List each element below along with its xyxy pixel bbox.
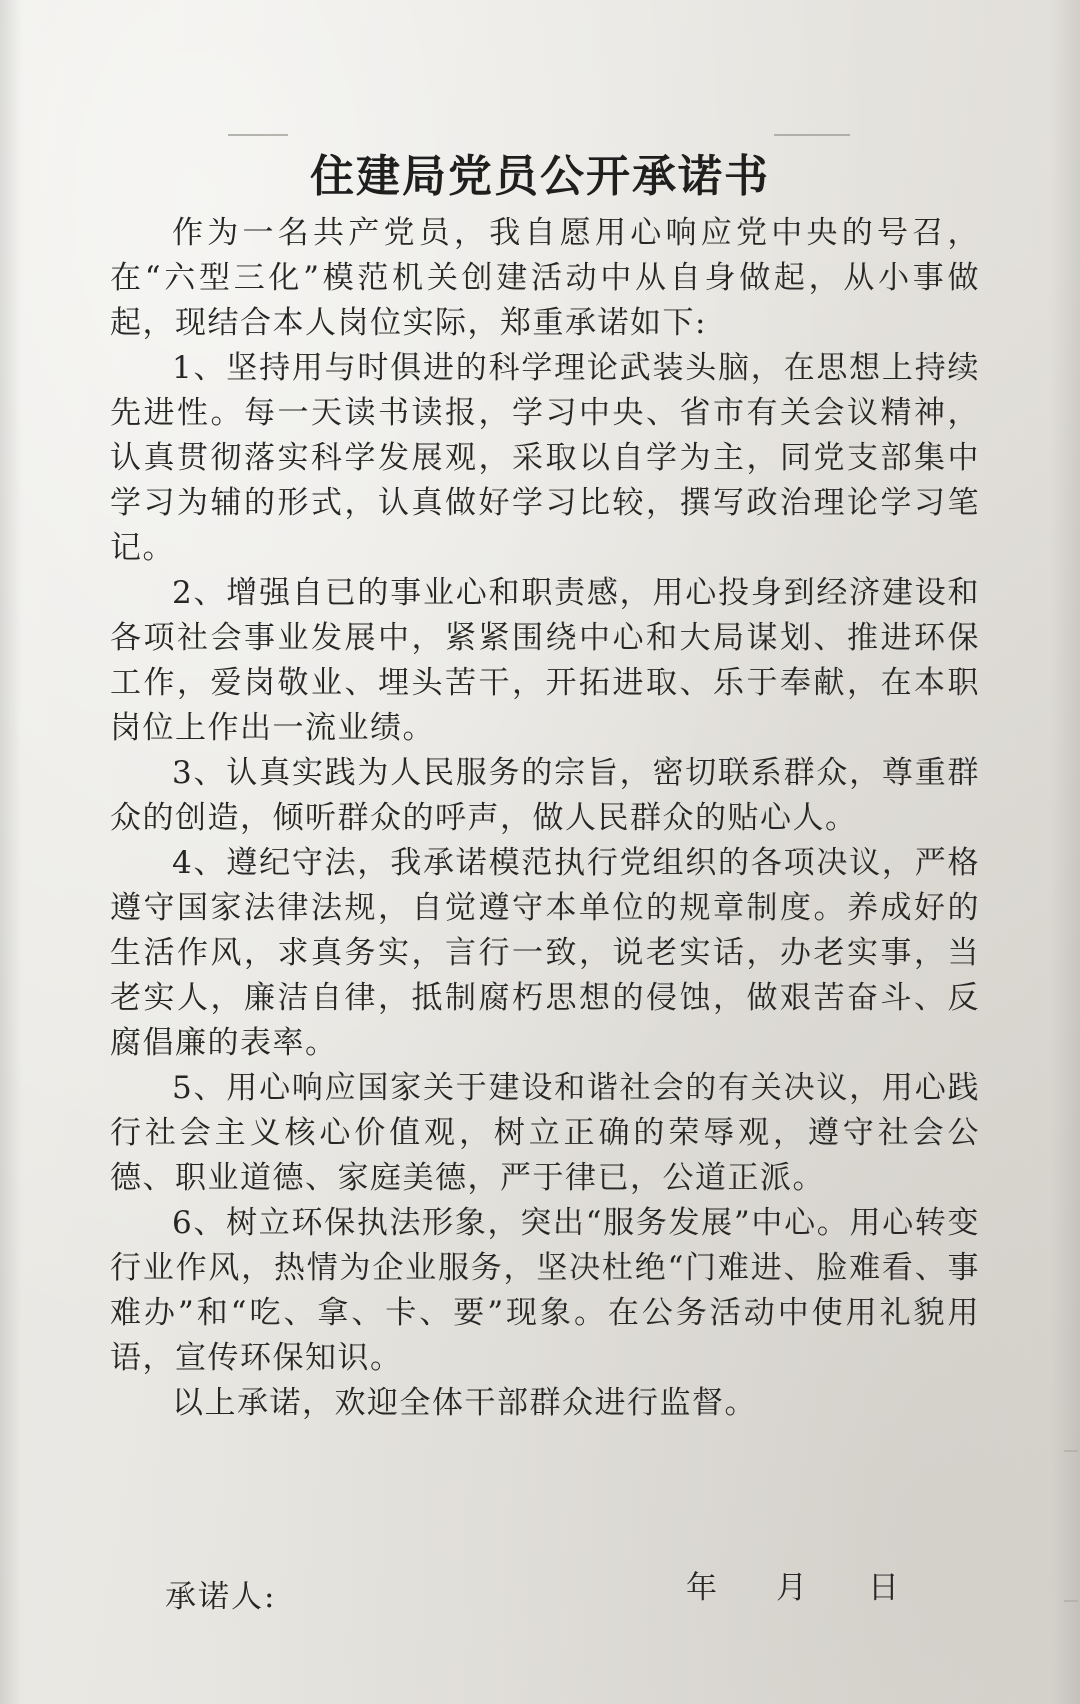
paragraph-closing: 以上承诺，欢迎全体干部群众进行监督。 [172, 1385, 757, 1421]
print-mark-right [774, 134, 850, 136]
print-mark-left [228, 134, 288, 136]
paragraph-item-6: 6、树立环保执法形象，突出“服务发展”中心。用心转变行业作风，热情为企业服务，坚决杜绝“门难进、脸难看、事难办”和“吃、拿、卡、要”现象。在公务活动中使用礼貌用语，宣传环保知识。 [110, 1205, 980, 1376]
margin-tick [1064, 1450, 1078, 1452]
paragraph-item-5: 5、用心响应国家关于建设和谐社会的有关决议，用心践行社会主义核心价值观，树立正确的荣辱观，遵守社会公德、职业道德、家庭美德，严于律已，公道正派。 [110, 1070, 980, 1196]
paragraph-intro: 作为一名共产党员，我自愿用心响应党中央的号召，在“六型三化”模范机关创建活动中从自身做起，从小事做起，现结合本人岗位实际，郑重承诺如下: [110, 215, 980, 341]
document-title: 住建局党员公开承诺书 [310, 151, 770, 202]
date-day-label: 日 [868, 1570, 899, 1606]
page-shadow-right [1050, 0, 1080, 1704]
paragraph-item-2: 2、增强自已的事业心和职责感，用心投身到经济建设和各项社会事业发展中，紧紧围绕中心和大局谋划、推进环保工作，爱岗敬业、埋头苦干，开拓进取、乐于奉献，在本职岗位上作出一流业绩。 [110, 575, 980, 746]
date-year-label: 年 [686, 1570, 717, 1606]
paragraph-item-3: 3、认真实践为人民服务的宗旨，密切联系群众，尊重群众的创造，倾听群众的呼声，做人民群众的贴心人。 [110, 755, 980, 836]
document-body [110, 211, 980, 1426]
paragraph-item-1: 1、坚持用与时俱进的科学理论武装头脑，在思想上持续先进性。每一天读书读报，学习中央、省市有关会议精神，认真贯彻落实科学发展观，采取以自学为主，同党支部集中学习为辅的形式，认真做好学习比较，撰写政治理论学习笔记。 [110, 350, 980, 566]
margin-tick [1064, 1600, 1078, 1602]
signature-label: 承诺人: [165, 1579, 277, 1615]
paragraph-item-4: 4、遵纪守法，我承诺模范执行党组织的各项决议，严格遵守国家法律法规，自觉遵守本单位的规章制度。养成好的生活作风，求真务实，言行一致，说老实话，办老实事，当老实人，廉洁自律，抵制腐朽思想的侵蚀，做艰苦奋斗、反腐倡廉的表率。 [110, 845, 980, 1061]
page-shadow-left [0, 0, 22, 1704]
date-line [686, 1562, 899, 1607]
date-month-label: 月 [776, 1570, 807, 1606]
